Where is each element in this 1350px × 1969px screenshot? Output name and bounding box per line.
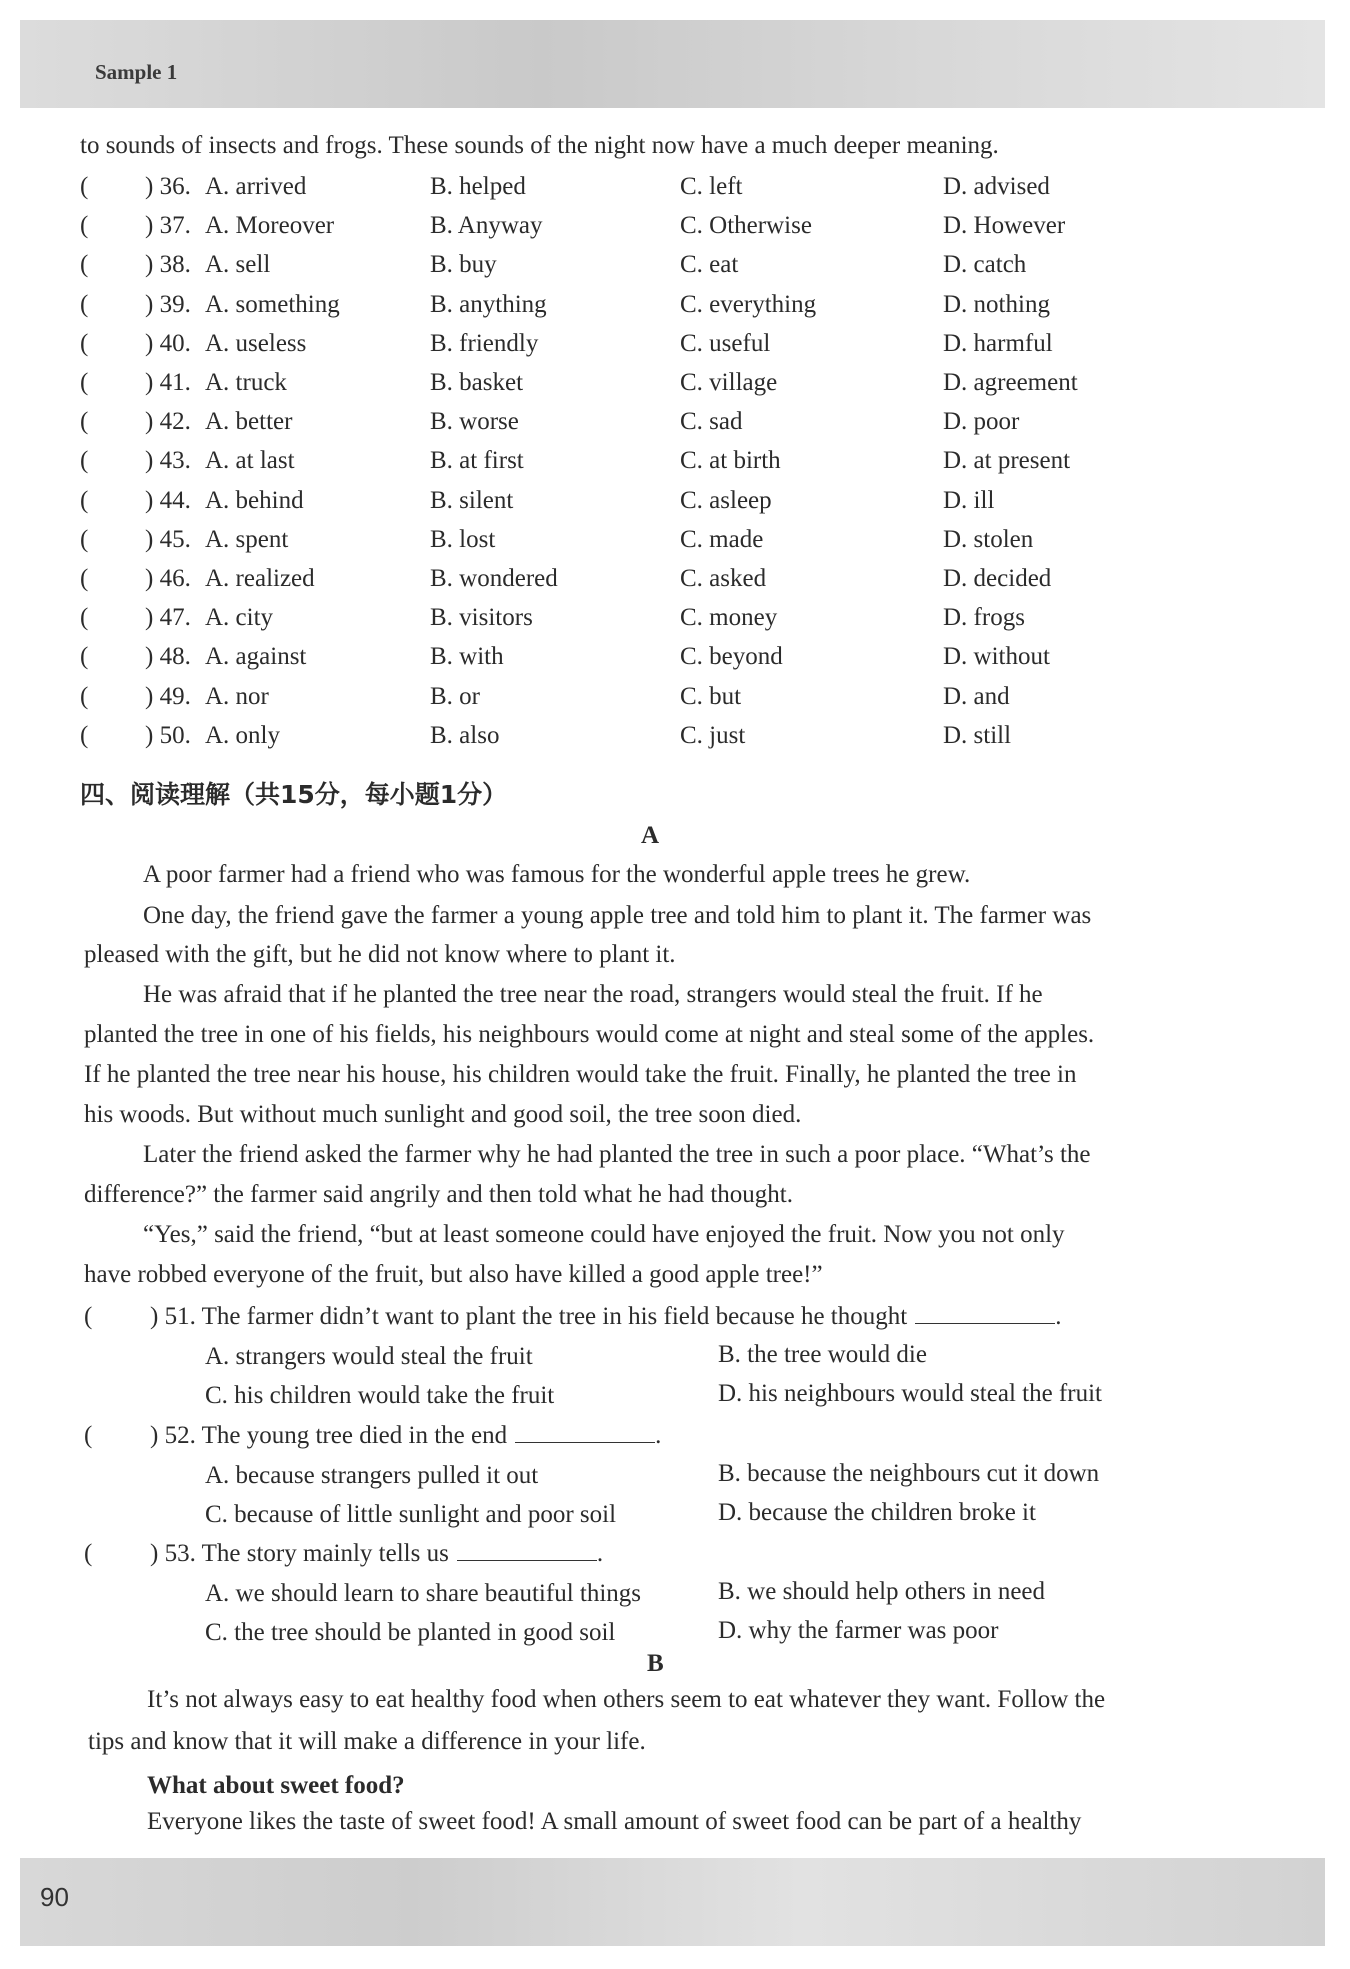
cloze-row: [80, 447, 1130, 477]
question-number: ) 48.: [145, 643, 191, 671]
passage-a-line: If he planted the tree near his house, his children would take the fruit. Finally, he planted the tree in: [84, 1061, 1077, 1088]
option-d: D. agreement: [943, 369, 1078, 396]
cloze-row: [80, 526, 1130, 556]
option-c: C. left: [680, 173, 743, 200]
option-b: B. helped: [430, 173, 526, 200]
cloze-row: [80, 291, 1130, 321]
option-d: D. and: [943, 682, 1010, 710]
option-b: B. lost: [430, 525, 496, 553]
question-number: ) 37.: [145, 212, 191, 240]
question-number: ) 46.: [145, 565, 191, 592]
option-a: A. sell: [205, 251, 271, 279]
passage-b-label: B: [647, 1650, 664, 1677]
option-c: C. Otherwise: [680, 212, 812, 240]
answer-paren: (: [80, 447, 89, 475]
option-a: A. only: [205, 721, 280, 749]
option-a: A. truck: [205, 369, 287, 396]
option-a: A. Moreover: [205, 212, 335, 240]
option-a: A. arrived: [205, 173, 307, 200]
answer-paren: (: [80, 251, 89, 279]
option-d: D. poor: [943, 408, 1020, 436]
stem-end: .: [1055, 1303, 1062, 1330]
answer-paren: (: [80, 525, 89, 553]
option-a: A. we should learn to share beautiful things: [205, 1580, 642, 1607]
passage-b-line: tips and know that it will make a difference in your life.: [88, 1728, 646, 1755]
option-a: A. strangers would steal the fruit: [205, 1343, 533, 1370]
cloze-row: [80, 643, 1130, 673]
option-c: C. village: [680, 369, 778, 396]
option-a: A. city: [205, 604, 274, 632]
answer-paren: (: [80, 604, 89, 632]
cloze-row: [80, 408, 1130, 438]
answer-paren: (: [80, 408, 89, 436]
option-d: D. at present: [943, 447, 1071, 475]
option-c: C. everything: [680, 290, 817, 318]
footer-band: [20, 1858, 1325, 1946]
answer-paren: (: [80, 486, 89, 514]
question-number: ) 40.: [145, 329, 191, 357]
option-c: C. the tree should be planted in good soil: [205, 1619, 616, 1646]
option-b: B. silent: [430, 486, 514, 514]
page-number: 90: [40, 1882, 69, 1912]
option-c: C. but: [680, 682, 742, 710]
question-number: ) 47.: [145, 604, 191, 632]
option-d: D. harmful: [943, 329, 1053, 357]
answer-paren: (: [80, 643, 89, 671]
option-d: D. However: [943, 212, 1066, 240]
option-b: B. with: [430, 643, 504, 671]
cloze-row: [80, 683, 1130, 713]
option-b: B. wondered: [430, 565, 558, 592]
answer-paren: (: [80, 290, 89, 318]
intro-line: to sounds of insects and frogs. These sounds of the night now have a much deeper meaning.: [80, 132, 999, 159]
question-number: ) 36.: [145, 173, 191, 200]
option-d: D. frogs: [943, 604, 1025, 632]
question-number: ) 43.: [145, 447, 191, 475]
passage-b-line: Everyone likes the taste of sweet food! A small amount of sweet food can be part of a healthy: [147, 1808, 1082, 1835]
option-d: D. why the farmer was poor: [718, 1617, 999, 1644]
option-d: D. his neighbours would steal the fruit: [718, 1380, 1102, 1407]
stem-end: .: [596, 1540, 604, 1567]
option-a: A. nor: [205, 682, 269, 710]
option-d: D. decided: [943, 565, 1052, 592]
question-number: ) 45.: [145, 525, 191, 553]
stem-end: .: [655, 1422, 662, 1449]
option-a: A. realized: [205, 565, 315, 592]
option-b: B. visitors: [430, 604, 533, 632]
cloze-row: [80, 330, 1130, 360]
question-number: ) 39.: [145, 290, 191, 318]
option-a: A. at last: [205, 447, 295, 475]
option-c: C. useful: [680, 329, 771, 357]
passage-a-line: Later the friend asked the farmer why he had planted the tree in such a poor place. “What’s the: [143, 1141, 1091, 1168]
option-c: C. at birth: [680, 447, 781, 475]
question-number: ) 38.: [145, 251, 191, 279]
cloze-row: [80, 251, 1130, 281]
sample-label: Sample 1: [95, 60, 178, 84]
option-d: D. stolen: [943, 525, 1034, 553]
option-b: B. buy: [430, 251, 497, 279]
answer-paren: (: [84, 1422, 93, 1449]
option-c: C. his children would take the fruit: [205, 1382, 555, 1409]
option-d: D. catch: [943, 251, 1027, 279]
passage-b-line: It’s not always easy to eat healthy food when others seem to eat whatever they want. Follow the: [147, 1686, 1106, 1713]
answer-paren: (: [84, 1303, 93, 1330]
passage-a-line: “Yes,” said the friend, “but at least someone could have enjoyed the fruit. Now you not only: [143, 1221, 1065, 1248]
option-c: C. beyond: [680, 643, 783, 671]
passage-a-line: One day, the friend gave the farmer a young apple tree and told him to plant it. The farmer was: [143, 902, 1092, 929]
question-stem: ) 51. The farmer didn’t want to plant the tree in his field because he thought .: [150, 1303, 1062, 1330]
option-b: B. because the neighbours cut it down: [718, 1460, 1100, 1487]
cloze-row: [80, 604, 1130, 634]
answer-paren: (: [80, 565, 89, 592]
option-a: A. useless: [205, 329, 307, 357]
answer-paren: (: [80, 721, 89, 749]
passage-a-line: He was afraid that if he planted the tree near the road, strangers would steal the fruit. If he: [143, 981, 1043, 1008]
option-b: B. or: [430, 682, 480, 710]
answer-paren: (: [80, 329, 89, 357]
option-b: B. worse: [430, 408, 519, 436]
header-band: [20, 20, 1325, 108]
answer-blank: [457, 1540, 597, 1561]
option-c: C. eat: [680, 251, 739, 279]
passage-a-label: A: [641, 822, 660, 849]
option-d: D. ill: [943, 486, 995, 514]
answer-paren: (: [80, 212, 89, 240]
question-stem: ) 53. The story mainly tells us .: [150, 1540, 604, 1567]
option-a: A. something: [205, 290, 340, 318]
option-c: C. just: [680, 721, 746, 749]
cloze-row: [80, 173, 1130, 203]
passage-a-line: difference?” the farmer said angrily and then told what he had thought.: [84, 1181, 793, 1208]
question-stem: ) 52. The young tree died in the end .: [150, 1422, 662, 1449]
passage-a-line: pleased with the gift, but he did not know where to plant it.: [84, 941, 676, 968]
cloze-row: [80, 565, 1130, 595]
option-a: A. behind: [205, 486, 304, 514]
option-a: A. better: [205, 408, 293, 436]
passage-a-line: planted the tree in one of his fields, his neighbours would come at night and steal some of the apples.: [84, 1021, 1095, 1048]
cloze-row: [80, 487, 1130, 517]
passage-a-line: A poor farmer had a friend who was famous for the wonderful apple trees he grew.: [143, 861, 971, 888]
answer-blank: [515, 1422, 655, 1443]
answer-paren: (: [80, 173, 89, 200]
option-c: C. asleep: [680, 486, 772, 514]
cloze-row: [80, 369, 1130, 399]
option-d: D. because the children broke it: [718, 1499, 1036, 1526]
cloze-row: [80, 722, 1130, 752]
answer-paren: (: [80, 682, 89, 710]
option-a: A. because strangers pulled it out: [205, 1462, 539, 1489]
question-number: ) 44.: [145, 486, 191, 514]
option-c: C. because of little sunlight and poor soil: [205, 1501, 617, 1528]
answer-paren: (: [84, 1540, 93, 1567]
option-b: B. friendly: [430, 329, 539, 357]
passage-a-line: have robbed everyone of the fruit, but also have killed a good apple tree!”: [84, 1261, 823, 1288]
option-b: B. anything: [430, 290, 547, 318]
option-c: C. asked: [680, 565, 767, 592]
option-a: A. against: [205, 643, 307, 671]
question-number: ) 42.: [145, 408, 191, 436]
option-b: B. the tree would die: [718, 1341, 927, 1368]
question-number: ) 41.: [145, 369, 191, 396]
option-c: C. sad: [680, 408, 743, 436]
option-d: D. advised: [943, 173, 1050, 200]
option-d: D. without: [943, 643, 1050, 671]
option-b: B. Anyway: [430, 212, 543, 240]
section-heading: 四、阅读理解（共15分，每小题1分）: [80, 780, 508, 809]
question-number: ) 50.: [145, 721, 191, 749]
cloze-row: [80, 212, 1130, 242]
answer-blank: [915, 1303, 1055, 1324]
option-a: A. spent: [205, 525, 289, 553]
passage-b-subheading: What about sweet food?: [147, 1772, 405, 1799]
option-b: B. basket: [430, 369, 524, 396]
passage-a-line: his woods. But without much sunlight and good soil, the tree soon died.: [84, 1101, 802, 1128]
option-d: D. nothing: [943, 290, 1050, 318]
option-b: B. we should help others in need: [718, 1578, 1046, 1605]
option-b: B. also: [430, 721, 500, 749]
question-number: ) 49.: [145, 682, 191, 710]
answer-paren: (: [80, 369, 89, 396]
option-c: C. made: [680, 525, 764, 553]
option-d: D. still: [943, 721, 1012, 749]
option-b: B. at first: [430, 447, 524, 475]
option-c: C. money: [680, 604, 778, 632]
